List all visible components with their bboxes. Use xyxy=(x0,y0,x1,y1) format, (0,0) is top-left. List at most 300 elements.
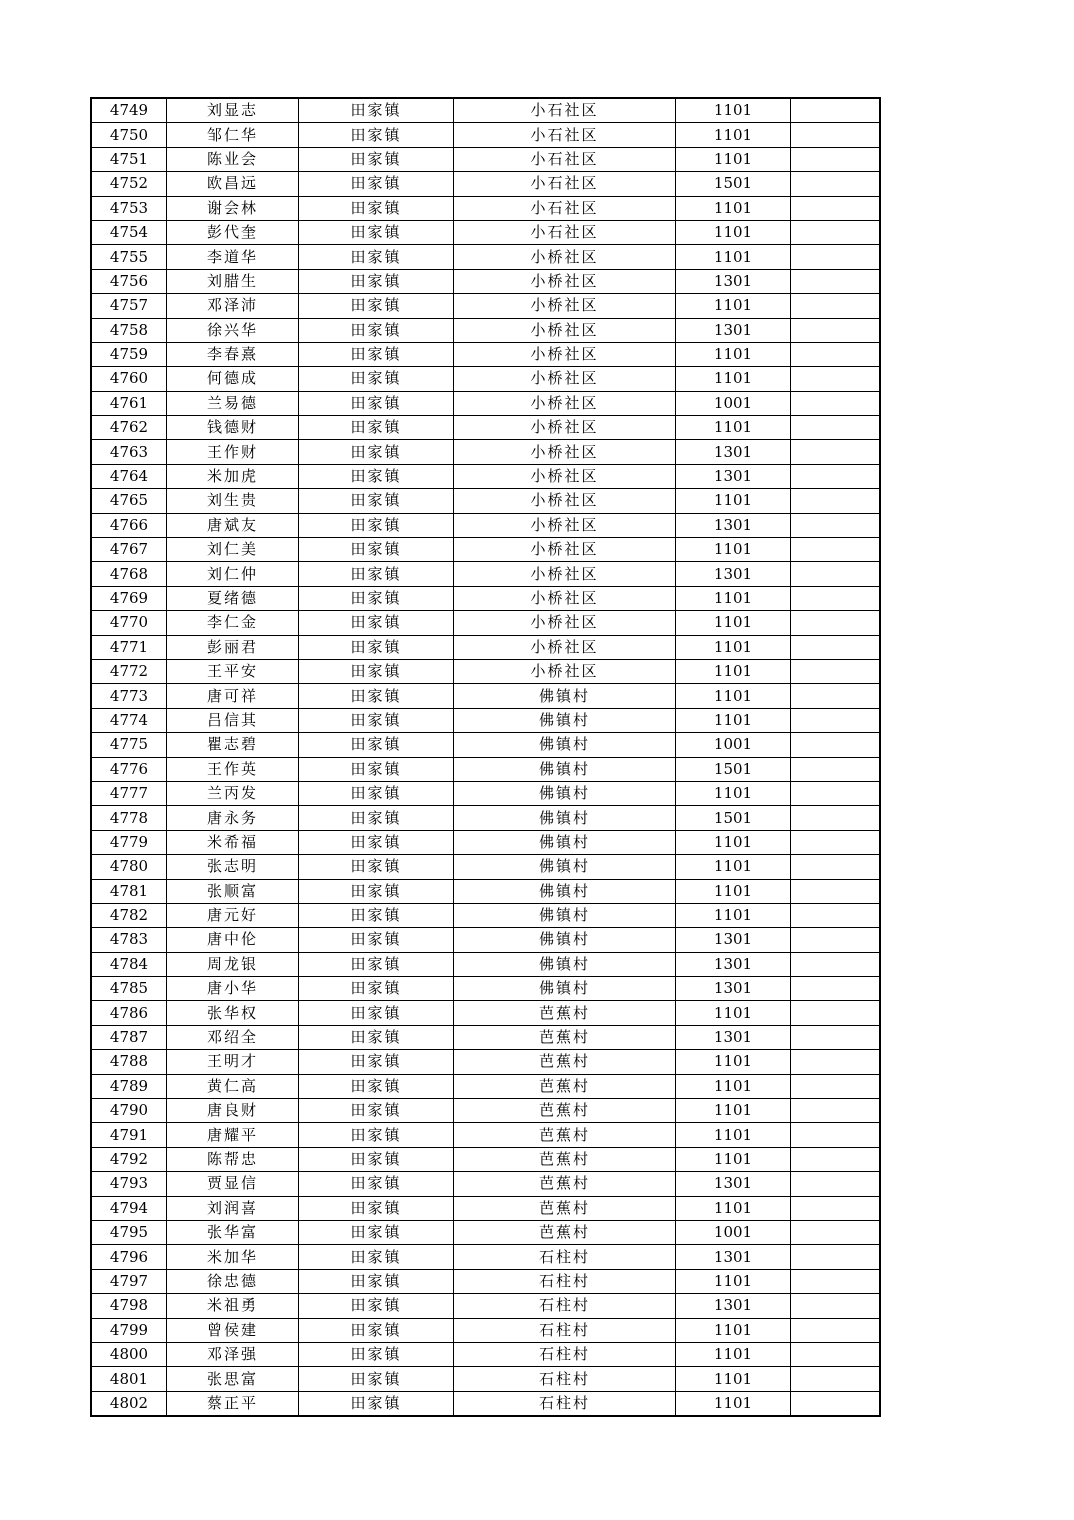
record-id-cell: 4789 xyxy=(91,1074,167,1098)
village-cell: 佛镇村 xyxy=(454,708,676,732)
person-name-cell: 贾显信 xyxy=(167,1172,299,1196)
remark-cell xyxy=(791,562,881,586)
code-cell: 1301 xyxy=(676,1245,791,1269)
table-row xyxy=(91,294,880,318)
table-row xyxy=(91,781,880,805)
person-name-cell: 彭代奎 xyxy=(167,220,299,244)
person-name-cell: 张顺富 xyxy=(167,879,299,903)
person-name-cell: 唐小华 xyxy=(167,977,299,1001)
town-cell: 田家镇 xyxy=(299,1220,454,1244)
person-name-cell: 徐忠德 xyxy=(167,1269,299,1293)
town-cell: 田家镇 xyxy=(299,903,454,927)
village-cell: 小桥社区 xyxy=(454,538,676,562)
village-cell: 小桥社区 xyxy=(454,294,676,318)
remark-cell xyxy=(791,1220,881,1244)
code-cell: 1101 xyxy=(676,830,791,854)
code-cell: 1101 xyxy=(676,1367,791,1391)
town-cell: 田家镇 xyxy=(299,294,454,318)
remark-cell xyxy=(791,245,881,269)
table-row xyxy=(91,1123,880,1147)
data-sheet xyxy=(90,97,881,1417)
table-row xyxy=(91,1318,880,1342)
person-name-cell: 夏绪德 xyxy=(167,586,299,610)
village-cell: 小桥社区 xyxy=(454,611,676,635)
village-cell: 小桥社区 xyxy=(454,489,676,513)
code-cell: 1301 xyxy=(676,513,791,537)
table-row xyxy=(91,708,880,732)
code-cell: 1301 xyxy=(676,464,791,488)
record-id-cell: 4750 xyxy=(91,123,167,147)
code-cell: 1101 xyxy=(676,1123,791,1147)
town-cell: 田家镇 xyxy=(299,538,454,562)
record-id-cell: 4769 xyxy=(91,586,167,610)
town-cell: 田家镇 xyxy=(299,416,454,440)
town-cell: 田家镇 xyxy=(299,684,454,708)
village-cell: 石柱村 xyxy=(454,1367,676,1391)
code-cell: 1101 xyxy=(676,684,791,708)
village-cell: 芭蕉村 xyxy=(454,1196,676,1220)
town-cell: 田家镇 xyxy=(299,342,454,366)
town-cell: 田家镇 xyxy=(299,1172,454,1196)
record-id-cell: 4779 xyxy=(91,830,167,854)
person-name-cell: 邓泽强 xyxy=(167,1342,299,1366)
town-cell: 田家镇 xyxy=(299,1074,454,1098)
table-row xyxy=(91,147,880,171)
record-id-cell: 4754 xyxy=(91,220,167,244)
village-cell: 小石社区 xyxy=(454,196,676,220)
remark-cell xyxy=(791,1123,881,1147)
table-row xyxy=(91,830,880,854)
record-id-cell: 4790 xyxy=(91,1099,167,1123)
record-id-cell: 4762 xyxy=(91,416,167,440)
town-cell: 田家镇 xyxy=(299,391,454,415)
remark-cell xyxy=(791,1074,881,1098)
record-id-cell: 4788 xyxy=(91,1050,167,1074)
remark-cell xyxy=(791,928,881,952)
remark-cell xyxy=(791,489,881,513)
town-cell: 田家镇 xyxy=(299,269,454,293)
record-id-cell: 4778 xyxy=(91,806,167,830)
town-cell: 田家镇 xyxy=(299,1196,454,1220)
town-cell: 田家镇 xyxy=(299,245,454,269)
record-id-cell: 4782 xyxy=(91,903,167,927)
code-cell: 1101 xyxy=(676,489,791,513)
remark-cell xyxy=(791,611,881,635)
record-id-cell: 4770 xyxy=(91,611,167,635)
table-row xyxy=(91,1172,880,1196)
table-row xyxy=(91,1220,880,1244)
remark-cell xyxy=(791,1245,881,1269)
remark-cell xyxy=(791,806,881,830)
village-cell: 小桥社区 xyxy=(454,586,676,610)
code-cell: 1101 xyxy=(676,611,791,635)
remark-cell xyxy=(791,733,881,757)
village-cell: 小桥社区 xyxy=(454,513,676,537)
person-name-cell: 唐良财 xyxy=(167,1099,299,1123)
village-cell: 佛镇村 xyxy=(454,928,676,952)
village-cell: 小桥社区 xyxy=(454,416,676,440)
remark-cell xyxy=(791,1147,881,1171)
village-cell: 小石社区 xyxy=(454,172,676,196)
village-cell: 佛镇村 xyxy=(454,879,676,903)
person-name-cell: 周龙银 xyxy=(167,952,299,976)
village-cell: 石柱村 xyxy=(454,1294,676,1318)
town-cell: 田家镇 xyxy=(299,1294,454,1318)
remark-cell xyxy=(791,220,881,244)
person-name-cell: 唐斌友 xyxy=(167,513,299,537)
record-id-cell: 4752 xyxy=(91,172,167,196)
town-cell: 田家镇 xyxy=(299,172,454,196)
code-cell: 1101 xyxy=(676,196,791,220)
remark-cell xyxy=(791,879,881,903)
village-cell: 小石社区 xyxy=(454,220,676,244)
person-name-cell: 邓泽沛 xyxy=(167,294,299,318)
person-name-cell: 兰易德 xyxy=(167,391,299,415)
record-id-cell: 4764 xyxy=(91,464,167,488)
person-name-cell: 米加虎 xyxy=(167,464,299,488)
table-row xyxy=(91,928,880,952)
code-cell: 1101 xyxy=(676,1342,791,1366)
town-cell: 田家镇 xyxy=(299,1269,454,1293)
table-row xyxy=(91,952,880,976)
town-cell: 田家镇 xyxy=(299,489,454,513)
remark-cell xyxy=(791,440,881,464)
person-name-cell: 李仁金 xyxy=(167,611,299,635)
record-id-cell: 4787 xyxy=(91,1025,167,1049)
remark-cell xyxy=(791,1294,881,1318)
person-name-cell: 王作财 xyxy=(167,440,299,464)
code-cell: 1301 xyxy=(676,977,791,1001)
code-cell: 1101 xyxy=(676,1074,791,1098)
village-cell: 小桥社区 xyxy=(454,367,676,391)
person-name-cell: 张华富 xyxy=(167,1220,299,1244)
code-cell: 1301 xyxy=(676,952,791,976)
town-cell: 田家镇 xyxy=(299,220,454,244)
table-row xyxy=(91,513,880,537)
code-cell: 1101 xyxy=(676,659,791,683)
record-id-cell: 4784 xyxy=(91,952,167,976)
table-row xyxy=(91,1196,880,1220)
village-cell: 小桥社区 xyxy=(454,391,676,415)
table-row xyxy=(91,1367,880,1391)
remark-cell xyxy=(791,1172,881,1196)
person-name-cell: 蔡正平 xyxy=(167,1391,299,1416)
person-name-cell: 彭丽君 xyxy=(167,635,299,659)
remark-cell xyxy=(791,855,881,879)
village-cell: 芭蕉村 xyxy=(454,1074,676,1098)
record-id-cell: 4794 xyxy=(91,1196,167,1220)
record-id-cell: 4781 xyxy=(91,879,167,903)
village-cell: 芭蕉村 xyxy=(454,1220,676,1244)
table-row xyxy=(91,1269,880,1293)
town-cell: 田家镇 xyxy=(299,830,454,854)
code-cell: 1101 xyxy=(676,879,791,903)
person-name-cell: 刘生贵 xyxy=(167,489,299,513)
record-id-cell: 4800 xyxy=(91,1342,167,1366)
person-name-cell: 谢会林 xyxy=(167,196,299,220)
person-name-cell: 刘腊生 xyxy=(167,269,299,293)
table-row xyxy=(91,245,880,269)
village-cell: 小桥社区 xyxy=(454,464,676,488)
table-row xyxy=(91,416,880,440)
record-id-cell: 4751 xyxy=(91,147,167,171)
remark-cell xyxy=(791,1269,881,1293)
code-cell: 1101 xyxy=(676,245,791,269)
village-cell: 石柱村 xyxy=(454,1245,676,1269)
village-cell: 小桥社区 xyxy=(454,659,676,683)
village-cell: 小桥社区 xyxy=(454,318,676,342)
code-cell: 1101 xyxy=(676,1318,791,1342)
table-row xyxy=(91,806,880,830)
code-cell: 1101 xyxy=(676,147,791,171)
person-name-cell: 邓绍全 xyxy=(167,1025,299,1049)
table-row xyxy=(91,1391,880,1416)
person-name-cell: 王平安 xyxy=(167,659,299,683)
village-cell: 小桥社区 xyxy=(454,245,676,269)
code-cell: 1101 xyxy=(676,586,791,610)
village-cell: 小桥社区 xyxy=(454,635,676,659)
remark-cell xyxy=(791,1196,881,1220)
record-id-cell: 4772 xyxy=(91,659,167,683)
village-cell: 佛镇村 xyxy=(454,952,676,976)
record-id-cell: 4783 xyxy=(91,928,167,952)
village-cell: 佛镇村 xyxy=(454,830,676,854)
remark-cell xyxy=(791,123,881,147)
record-id-cell: 4774 xyxy=(91,708,167,732)
code-cell: 1101 xyxy=(676,781,791,805)
code-cell: 1501 xyxy=(676,757,791,781)
remark-cell xyxy=(791,781,881,805)
person-name-cell: 唐元好 xyxy=(167,903,299,927)
table-row xyxy=(91,1147,880,1171)
table-row xyxy=(91,123,880,147)
code-cell: 1101 xyxy=(676,1147,791,1171)
table-row xyxy=(91,977,880,1001)
code-cell: 1301 xyxy=(676,269,791,293)
record-id-cell: 4795 xyxy=(91,1220,167,1244)
person-name-cell: 李春熹 xyxy=(167,342,299,366)
remark-cell xyxy=(791,1025,881,1049)
record-id-cell: 4802 xyxy=(91,1391,167,1416)
record-id-cell: 4758 xyxy=(91,318,167,342)
remark-cell xyxy=(791,1001,881,1025)
town-cell: 田家镇 xyxy=(299,659,454,683)
record-id-cell: 4763 xyxy=(91,440,167,464)
person-name-cell: 米加华 xyxy=(167,1245,299,1269)
record-id-cell: 4755 xyxy=(91,245,167,269)
remark-cell xyxy=(791,367,881,391)
person-name-cell: 邹仁华 xyxy=(167,123,299,147)
town-cell: 田家镇 xyxy=(299,977,454,1001)
table-row xyxy=(91,220,880,244)
village-cell: 佛镇村 xyxy=(454,757,676,781)
code-cell: 1001 xyxy=(676,391,791,415)
remark-cell xyxy=(791,952,881,976)
table-row xyxy=(91,855,880,879)
remark-cell xyxy=(791,416,881,440)
code-cell: 1101 xyxy=(676,123,791,147)
remark-cell xyxy=(791,1342,881,1366)
code-cell: 1101 xyxy=(676,1391,791,1416)
town-cell: 田家镇 xyxy=(299,1123,454,1147)
remark-cell xyxy=(791,513,881,537)
person-name-cell: 刘仁仲 xyxy=(167,562,299,586)
code-cell: 1501 xyxy=(676,806,791,830)
code-cell: 1301 xyxy=(676,1294,791,1318)
village-cell: 佛镇村 xyxy=(454,781,676,805)
table-row xyxy=(91,1342,880,1366)
person-name-cell: 张华权 xyxy=(167,1001,299,1025)
code-cell: 1101 xyxy=(676,635,791,659)
village-cell: 佛镇村 xyxy=(454,855,676,879)
town-cell: 田家镇 xyxy=(299,708,454,732)
village-cell: 芭蕉村 xyxy=(454,1172,676,1196)
village-cell: 芭蕉村 xyxy=(454,1001,676,1025)
code-cell: 1101 xyxy=(676,220,791,244)
table-row xyxy=(91,879,880,903)
record-id-cell: 4756 xyxy=(91,269,167,293)
remark-cell xyxy=(791,294,881,318)
person-name-cell: 徐兴华 xyxy=(167,318,299,342)
record-id-cell: 4797 xyxy=(91,1269,167,1293)
remark-cell xyxy=(791,757,881,781)
code-cell: 1101 xyxy=(676,416,791,440)
remark-cell xyxy=(791,635,881,659)
town-cell: 田家镇 xyxy=(299,513,454,537)
code-cell: 1101 xyxy=(676,98,791,123)
table-row xyxy=(91,391,880,415)
town-cell: 田家镇 xyxy=(299,1147,454,1171)
remark-cell xyxy=(791,538,881,562)
table-row xyxy=(91,611,880,635)
code-cell: 1101 xyxy=(676,1099,791,1123)
person-name-cell: 王明才 xyxy=(167,1050,299,1074)
town-cell: 田家镇 xyxy=(299,757,454,781)
town-cell: 田家镇 xyxy=(299,806,454,830)
town-cell: 田家镇 xyxy=(299,635,454,659)
record-id-cell: 4757 xyxy=(91,294,167,318)
town-cell: 田家镇 xyxy=(299,1342,454,1366)
town-cell: 田家镇 xyxy=(299,1001,454,1025)
person-name-cell: 刘仁美 xyxy=(167,538,299,562)
code-cell: 1101 xyxy=(676,294,791,318)
town-cell: 田家镇 xyxy=(299,98,454,123)
table-row xyxy=(91,1294,880,1318)
person-name-cell: 李道华 xyxy=(167,245,299,269)
code-cell: 1301 xyxy=(676,1172,791,1196)
person-name-cell: 陈帮忠 xyxy=(167,1147,299,1171)
table-row xyxy=(91,586,880,610)
town-cell: 田家镇 xyxy=(299,1245,454,1269)
remark-cell xyxy=(791,269,881,293)
town-cell: 田家镇 xyxy=(299,1391,454,1416)
remark-cell xyxy=(791,586,881,610)
village-cell: 芭蕉村 xyxy=(454,1123,676,1147)
village-cell: 小桥社区 xyxy=(454,562,676,586)
code-cell: 1301 xyxy=(676,928,791,952)
code-cell: 1101 xyxy=(676,1001,791,1025)
village-cell: 芭蕉村 xyxy=(454,1025,676,1049)
person-name-cell: 张思富 xyxy=(167,1367,299,1391)
person-name-cell: 欧昌远 xyxy=(167,172,299,196)
person-name-cell: 陈业会 xyxy=(167,147,299,171)
town-cell: 田家镇 xyxy=(299,367,454,391)
code-cell: 1301 xyxy=(676,440,791,464)
village-cell: 小石社区 xyxy=(454,147,676,171)
record-id-cell: 4760 xyxy=(91,367,167,391)
table-row xyxy=(91,1099,880,1123)
remark-cell xyxy=(791,903,881,927)
record-id-cell: 4796 xyxy=(91,1245,167,1269)
code-cell: 1101 xyxy=(676,1196,791,1220)
village-cell: 石柱村 xyxy=(454,1269,676,1293)
table-row xyxy=(91,464,880,488)
town-cell: 田家镇 xyxy=(299,1099,454,1123)
town-cell: 田家镇 xyxy=(299,440,454,464)
town-cell: 田家镇 xyxy=(299,464,454,488)
code-cell: 1101 xyxy=(676,538,791,562)
code-cell: 1101 xyxy=(676,1050,791,1074)
town-cell: 田家镇 xyxy=(299,196,454,220)
person-name-cell: 黄仁高 xyxy=(167,1074,299,1098)
record-id-cell: 4759 xyxy=(91,342,167,366)
town-cell: 田家镇 xyxy=(299,928,454,952)
table-row xyxy=(91,1001,880,1025)
person-name-cell: 曾侯建 xyxy=(167,1318,299,1342)
code-cell: 1101 xyxy=(676,1269,791,1293)
village-cell: 佛镇村 xyxy=(454,684,676,708)
code-cell: 1301 xyxy=(676,318,791,342)
code-cell: 1501 xyxy=(676,172,791,196)
remark-cell xyxy=(791,464,881,488)
record-id-cell: 4792 xyxy=(91,1147,167,1171)
village-cell: 佛镇村 xyxy=(454,806,676,830)
remark-cell xyxy=(791,318,881,342)
town-cell: 田家镇 xyxy=(299,562,454,586)
code-cell: 1301 xyxy=(676,1025,791,1049)
table-row xyxy=(91,172,880,196)
person-name-cell: 瞿志碧 xyxy=(167,733,299,757)
remark-cell xyxy=(791,684,881,708)
village-cell: 小桥社区 xyxy=(454,440,676,464)
remark-cell xyxy=(791,98,881,123)
record-id-cell: 4776 xyxy=(91,757,167,781)
record-id-cell: 4765 xyxy=(91,489,167,513)
person-name-cell: 兰丙发 xyxy=(167,781,299,805)
remark-cell xyxy=(791,830,881,854)
village-cell: 石柱村 xyxy=(454,1342,676,1366)
person-name-cell: 唐可祥 xyxy=(167,684,299,708)
table-row xyxy=(91,733,880,757)
code-cell: 1101 xyxy=(676,903,791,927)
remark-cell xyxy=(791,196,881,220)
code-cell: 1001 xyxy=(676,1220,791,1244)
village-cell: 芭蕉村 xyxy=(454,1147,676,1171)
village-cell: 佛镇村 xyxy=(454,977,676,1001)
person-name-cell: 唐中伦 xyxy=(167,928,299,952)
code-cell: 1001 xyxy=(676,733,791,757)
village-cell: 小石社区 xyxy=(454,98,676,123)
record-id-cell: 4798 xyxy=(91,1294,167,1318)
table-row xyxy=(91,489,880,513)
record-id-cell: 4793 xyxy=(91,1172,167,1196)
table-row xyxy=(91,903,880,927)
town-cell: 田家镇 xyxy=(299,1025,454,1049)
table-row xyxy=(91,538,880,562)
village-cell: 佛镇村 xyxy=(454,903,676,927)
table-row xyxy=(91,1025,880,1049)
remark-cell xyxy=(791,172,881,196)
